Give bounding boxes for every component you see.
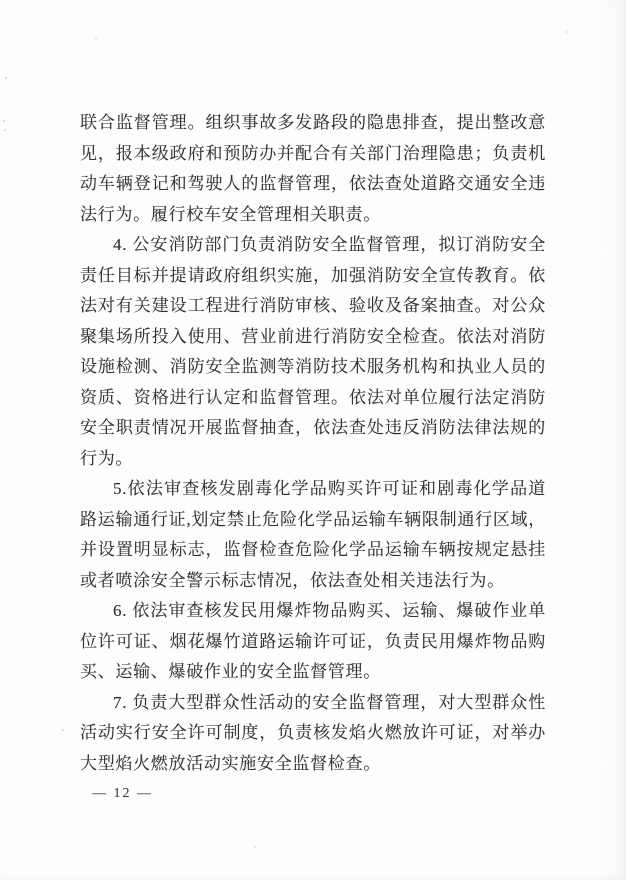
- paragraph-item-6: [80, 596, 546, 688]
- text-line: 法行为。履行校车安全管理相关职责。: [80, 204, 381, 224]
- text-line: 见，报本级政府和预防办并配合有关部门治理隐患；负责机: [80, 143, 546, 163]
- text-line: 资质、资格进行认定和监督管理。依法对单位履行法定消防: [80, 387, 546, 407]
- text-line: 买、运输、爆破作业的安全监督管理。: [80, 662, 381, 681]
- paragraph-continuation: [80, 108, 546, 230]
- text-line: 设施检测、消防安全监测等消防技术服务机构和执业人员的: [80, 357, 546, 376]
- text-line: 行为。: [80, 448, 134, 468]
- text-line: 6. 依法审查核发民用爆炸物品购买、运输、爆破作业单: [113, 601, 546, 620]
- text-line: 路运输通行证,划定禁止危险化学品运输车辆限制通行区域，: [80, 509, 546, 529]
- text-line: 4. 公安消防部门负责消防安全监督管理，拟订消防安全: [113, 235, 546, 254]
- scan-noise-specks: [0, 0, 2, 2]
- text-line: 动车辆登记和驾驶人的监督管理，依法查处道路交通安全违: [80, 174, 546, 193]
- text-line: 法对有关建设工程进行消防审核、验收及备案抽查。对公众: [80, 296, 546, 315]
- text-line: 活动实行安全许可制度，负责核发焰火燃放许可证，对举办: [80, 723, 546, 742]
- text-line: 安全职责情况开展监督抽查，依法查处违反消防法律法规的: [80, 418, 546, 437]
- text-line: 大型焰火燃放活动实施安全监督检查。: [80, 753, 381, 773]
- page-number: — 12 —: [92, 786, 153, 801]
- document-body: [80, 108, 546, 779]
- text-line: 责任目标并提请政府组织实施，加强消防安全宣传教育。依: [80, 265, 546, 285]
- text-line: 或者喷涂安全警示标志情况，依法查处相关违法行为。: [80, 570, 505, 590]
- text-line: 联合监督管理。组织事故多发路段的隐患排查，提出整改意: [80, 113, 546, 132]
- text-line: 位许可证、烟花爆竹道路运输许可证，负责民用爆炸物品购: [80, 631, 546, 651]
- paragraph-item-5: [80, 474, 546, 596]
- text-line: 并设置明显标志，监督检查危险化学品运输车辆按规定悬挂: [80, 540, 546, 559]
- text-line: 5.依法审查核发剧毒化学品购买许可证和剧毒化学品道: [113, 479, 546, 498]
- paragraph-item-7: [80, 688, 546, 780]
- paragraph-item-4: [80, 230, 546, 474]
- text-line: 7. 负责大型群众性活动的安全监督管理，对大型群众性: [113, 692, 546, 712]
- text-line: 聚集场所投入使用、营业前进行消防安全检查。依法对消防: [80, 326, 546, 346]
